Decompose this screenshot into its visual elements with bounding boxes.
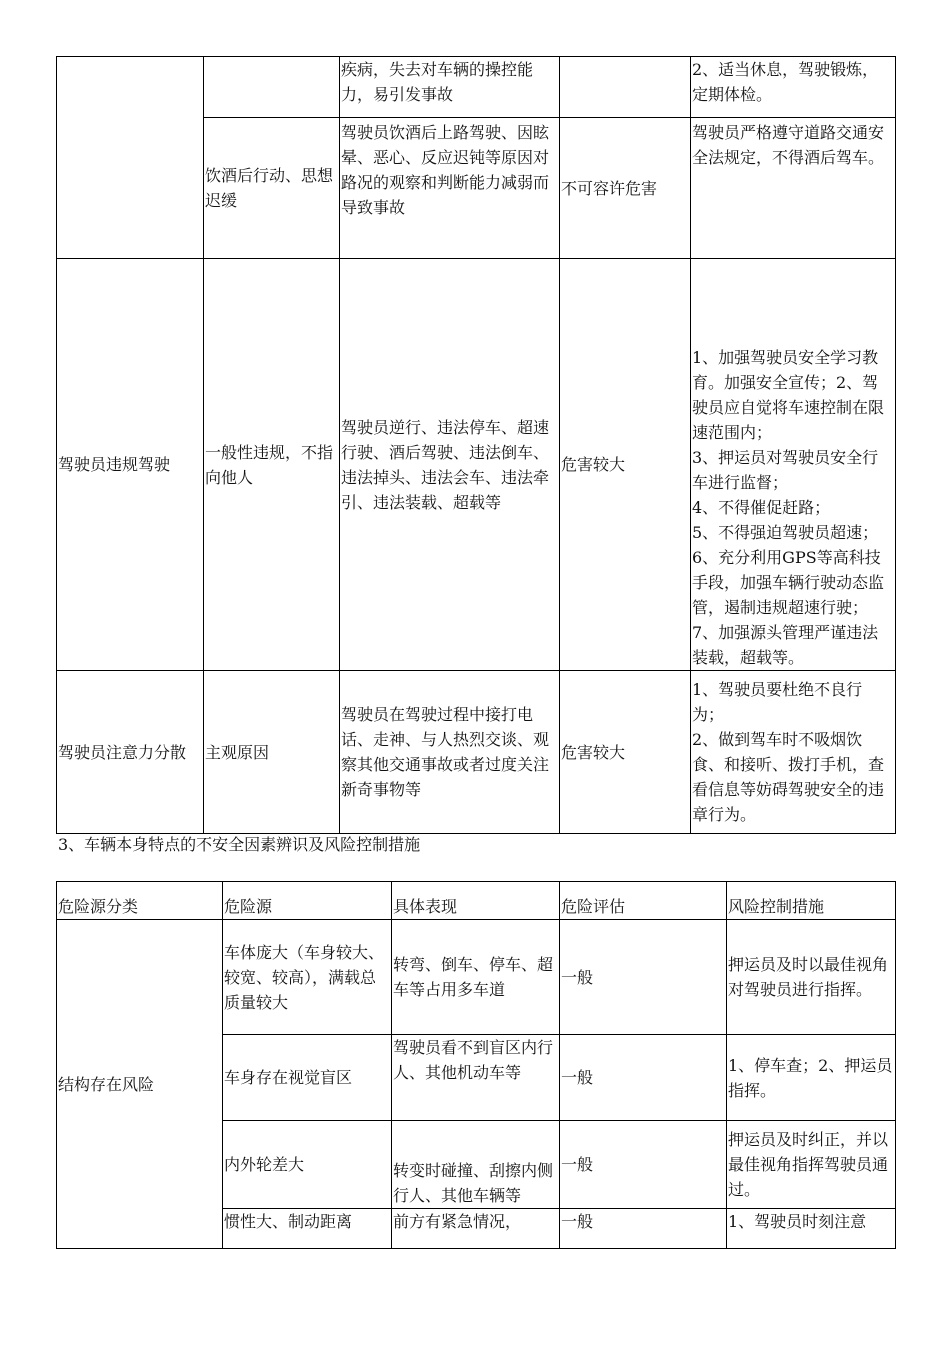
- hazard-cell: [204, 57, 340, 118]
- evaluation-cell: 一般: [560, 920, 727, 1035]
- hazard-cell: 内外轮差大: [223, 1121, 392, 1209]
- column-header: 危险源: [223, 882, 392, 920]
- table-header-row: [57, 882, 896, 920]
- detail-cell: 驾驶员饮酒后上路驾驶、因眩晕、恶心、反应迟钝等原因对路况的观察和判断能力减弱而导致事故: [340, 118, 560, 259]
- measure-cell: 1、驾驶员要杜绝不良行为； 2、做到驾车时不吸烟饮食、和接听、拨打手机，查看信息等妨碍驾驶安全的违章行为。: [691, 671, 896, 834]
- detail-cell: 疾病，失去对车辆的操控能力，易引发事故: [340, 57, 560, 118]
- column-header: 危险评估: [560, 882, 727, 920]
- evaluation-cell: [560, 57, 691, 118]
- evaluation-cell: 危害较大: [560, 671, 691, 834]
- category-cell: 驾驶员违规驾驶: [57, 259, 204, 671]
- hazard-cell: 饮酒后行动、思想迟缓: [204, 118, 340, 259]
- measure-cell: 押运员及时纠正，并以最佳视角指挥驾驶员通过。: [727, 1121, 896, 1209]
- table-row: [57, 259, 896, 671]
- hazard-cell: 惯性大、制动距离: [223, 1209, 392, 1249]
- detail-cell: 转弯、倒车、停车、超车等占用多车道: [392, 920, 560, 1035]
- column-header: 具体表现: [392, 882, 560, 920]
- section-heading: 3、车辆本身特点的不安全因素辨识及风险控制措施: [58, 835, 421, 854]
- evaluation-cell: 一般: [560, 1209, 727, 1249]
- detail-cell: 驾驶员逆行、违法停车、超速行驶、酒后驾驶、违法倒车、违法掉头、违法会车、违法牵引、违法装载、超载等: [340, 259, 560, 671]
- measure-cell: 1、加强驾驶员安全学习教育。加强安全宣传；2、驾驶员应自觉将车速控制在限速范围内； 3、押运员对驾驶员安全行车进行监督； 4、不得催促赶路； 5、不得强迫驾驶员超速； 6、充分利用GPS等高科技手段，加强车辆行驶动态监管，遏制违规超速行驶； 7、加强源头管理严谨违法装载，超载等。: [691, 259, 896, 671]
- category-cell: 驾驶员注意力分散: [57, 671, 204, 834]
- column-header: 风险控制措施: [727, 882, 896, 920]
- measure-cell: 1、驾驶员时刻注意: [727, 1209, 896, 1249]
- measure-cell: 2、适当休息，驾驶锻炼，定期体检。: [691, 57, 896, 118]
- category-cell: [57, 57, 204, 259]
- detail-cell: 驾驶员看不到盲区内行人、其他机动车等: [392, 1035, 560, 1121]
- detail-cell: 转变时碰撞、刮擦内侧行人、其他车辆等: [392, 1121, 560, 1209]
- measure-cell: 驾驶员严格遵守道路交通安全法规定，不得酒后驾车。: [691, 118, 896, 259]
- category-cell: 结构存在风险: [57, 920, 223, 1249]
- hazard-cell: 一般性违规，不指向他人: [204, 259, 340, 671]
- hazard-table-vehicle: [56, 881, 896, 1249]
- evaluation-cell: 一般: [560, 1035, 727, 1121]
- column-header: 危险源分类: [57, 882, 223, 920]
- hazard-table-drivers: [56, 56, 896, 834]
- table-row: [57, 920, 896, 1035]
- table-row: [57, 671, 896, 834]
- evaluation-cell: 不可容许危害: [560, 118, 691, 259]
- measure-cell: 1、停车查；2、押运员指挥。: [727, 1035, 896, 1121]
- hazard-cell: 主观原因: [204, 671, 340, 834]
- hazard-cell: 车身存在视觉盲区: [223, 1035, 392, 1121]
- evaluation-cell: 危害较大: [560, 259, 691, 671]
- hazard-cell: 车体庞大（车身较大、较宽、较高），满载总质量较大: [223, 920, 392, 1035]
- evaluation-cell: 一般: [560, 1121, 727, 1209]
- detail-cell: 前方有紧急情况，: [392, 1209, 560, 1249]
- table-row: [57, 57, 896, 118]
- detail-cell: 驾驶员在驾驶过程中接打电话、走神、与人热烈交谈、观察其他交通事故或者过度关注新奇事物等: [340, 671, 560, 834]
- measure-cell: 押运员及时以最佳视角对驾驶员进行指挥。: [727, 920, 896, 1035]
